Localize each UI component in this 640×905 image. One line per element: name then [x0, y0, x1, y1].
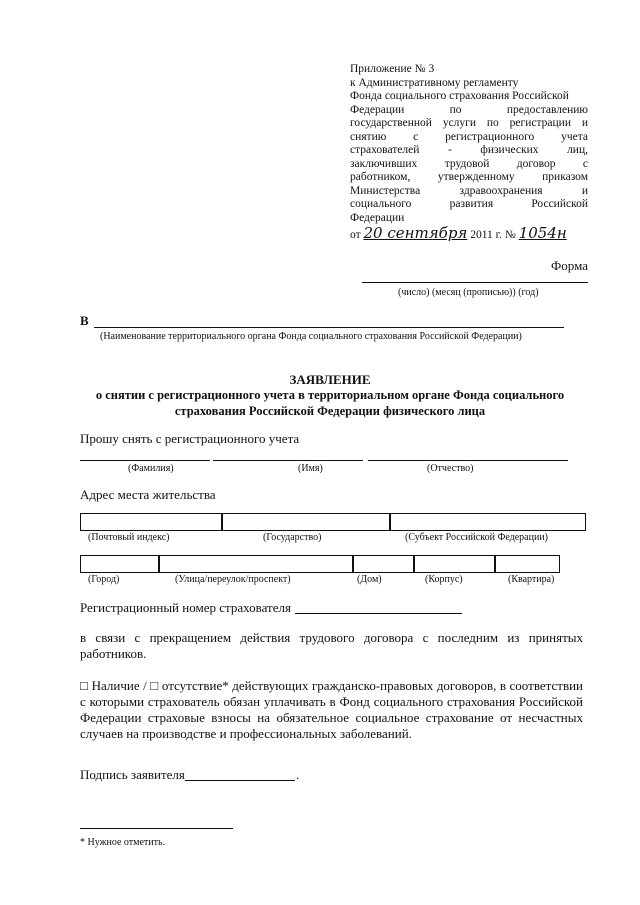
order-date-line — [350, 224, 588, 243]
street-box[interactable] — [158, 555, 354, 573]
firstname-caption: (Имя) — [298, 463, 323, 474]
header-line: Фонда социального страхования Российской — [350, 90, 569, 102]
house-caption: (Дом) — [357, 574, 382, 585]
patronymic-caption: (Отчество) — [427, 463, 474, 474]
territorial-body-caption: (Наименование территориального органа Фонда социального страхования Российской Федерации) — [100, 331, 522, 342]
document-subtitle-2: страхования Российской Федерации физического лица — [174, 404, 486, 418]
header-line: государственной услуги по регистрации и — [350, 117, 588, 129]
patronymic-line[interactable] — [368, 460, 568, 461]
document-subtitle-1: о снятии с регистрационного учета в территориальном органе Фонда социального — [95, 388, 565, 402]
signature-label: Подпись заявителя — [80, 767, 185, 782]
contracts-line-3: Федерации страховые взносы на обязательное социальное страхование от несчастных — [80, 710, 583, 725]
territorial-body-line[interactable] — [94, 327, 564, 328]
firstname-line[interactable] — [213, 460, 363, 461]
state-caption: (Государство) — [263, 532, 322, 543]
house-box[interactable] — [352, 555, 415, 573]
header-line: снятию с регистрационного учета — [350, 130, 588, 143]
document-title: ЗАЯВЛЕНИЕ — [289, 372, 371, 387]
termination-text-1: в связи с прекращением действия трудового договора с последним из принятых — [80, 630, 583, 645]
date-prefix: от — [350, 229, 361, 241]
header-line: Федерации — [350, 211, 405, 224]
postal-index-box[interactable] — [80, 513, 223, 531]
reg-number-line[interactable] — [295, 613, 462, 614]
building-caption: (Корпус) — [425, 574, 463, 585]
contracts-line-4: случаев на производстве и профессиональных заболеваний. — [80, 726, 412, 741]
footnote-separator — [80, 828, 233, 829]
handwritten-number: 1054н — [518, 224, 567, 242]
termination-text-2: работников. — [80, 646, 147, 661]
appendix-header — [350, 63, 588, 243]
header-line: Министерства здравоохранения и — [350, 184, 588, 197]
city-box[interactable] — [80, 555, 160, 573]
date-line — [362, 282, 588, 283]
request-text: Прошу снять с регистрационного учета — [80, 431, 300, 446]
contracts-line-2: с которыми страхователь обязан уплачивать в Фонд социального страхования Российской — [80, 694, 583, 709]
state-box[interactable] — [221, 513, 391, 531]
postal-index-caption: (Почтовый индекс) — [88, 532, 170, 543]
footnote-text: * Нужное отметить. — [80, 837, 166, 848]
building-box[interactable] — [413, 555, 496, 573]
surname-caption: (Фамилия) — [128, 463, 174, 474]
year-text: 2011 г. № — [470, 229, 516, 241]
surname-line[interactable] — [80, 460, 210, 461]
reg-number-label: Регистрационный номер страхователя — [80, 600, 291, 615]
header-line: страхователей - физических лиц, — [350, 144, 588, 156]
city-caption: (Город) — [88, 574, 120, 585]
date-caption: (число) (месяц (прописью)) (год) — [398, 287, 539, 298]
header-line: Приложение № 3 — [350, 63, 435, 75]
header-line: Федерации по предоставлению — [350, 103, 588, 116]
signature-line[interactable] — [185, 780, 295, 781]
header-line: работником, утвержденному приказом — [350, 171, 588, 183]
region-box[interactable] — [389, 513, 586, 531]
address-label: Адрес места жительства — [80, 487, 216, 502]
header-line: заключивших трудовой договор с — [350, 157, 588, 170]
handwritten-date: 20 сентября — [363, 224, 468, 242]
apartment-box[interactable] — [494, 555, 560, 573]
region-caption: (Субъект Российской Федерации) — [405, 532, 549, 543]
apartment-caption: (Квартира) — [508, 574, 555, 585]
to-prefix: В — [80, 313, 89, 328]
street-caption: (Улица/переулок/проспект) — [175, 574, 291, 585]
contracts-line-1: □ Наличие / □ отсутствие* действующих гражданско-правовых договоров, в соответствии — [80, 678, 583, 693]
header-line: социального развития Российской — [350, 198, 588, 210]
header-line: к Административному регламенту — [350, 76, 519, 89]
signature-period: . — [296, 767, 300, 782]
form-label: Форма — [551, 258, 588, 273]
